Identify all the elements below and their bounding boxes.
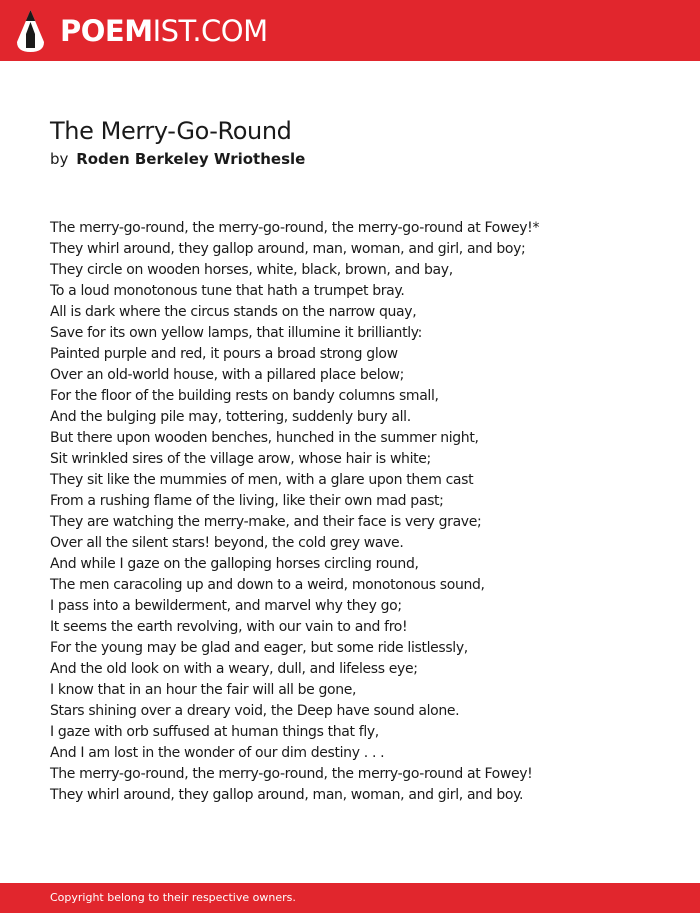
poem-line: It seems the earth revolving, with our vain to and fro! <box>50 619 408 635</box>
poem-line: And the bulging pile may, tottering, suddenly bury all. <box>50 409 411 425</box>
poem-line: The merry-go-round, the merry-go-round, the merry-go-round at Fowey! <box>50 766 533 782</box>
poem-line: They are watching the merry-make, and their face is very grave; <box>50 514 482 530</box>
site-footer <box>0 883 700 913</box>
poem-line: All is dark where the circus stands on the narrow quay, <box>50 304 417 320</box>
poem-author[interactable]: Roden Berkeley Wriothesle <box>76 150 306 168</box>
poem-line: The merry-go-round, the merry-go-round, the merry-go-round at Fowey!* <box>50 220 540 236</box>
poem-byline <box>50 149 305 169</box>
poem-line: Sit wrinkled sires of the village arow, whose hair is white; <box>50 451 431 467</box>
poem-title: The Merry-Go-Round <box>50 117 292 145</box>
poem-line: They whirl around, they gallop around, man, woman, and girl, and boy; <box>50 241 526 257</box>
logo-wordmark-bold: POEM <box>60 14 153 48</box>
poem-line: And the old look on with a weary, dull, and lifeless eye; <box>50 661 418 677</box>
poem-line: Stars shining over a dreary void, the Deep have sound alone. <box>50 703 460 719</box>
poem-line: They sit like the mummies of men, with a glare upon them cast <box>50 472 474 488</box>
poem-body <box>50 218 670 806</box>
poem-line: Painted purple and red, it pours a broad strong glow <box>50 346 398 362</box>
site-header <box>0 0 700 61</box>
poem-line: For the young may be glad and eager, but some ride listlessly, <box>50 640 468 656</box>
pencil-tip-icon <box>17 10 44 52</box>
poem-line: To a loud monotonous tune that hath a trumpet bray. <box>50 283 405 299</box>
poem-line: They circle on wooden horses, white, black, brown, and bay, <box>50 262 453 278</box>
poem-line: And while I gaze on the galloping horses circling round, <box>50 556 419 572</box>
poem-line: But there upon wooden benches, hunched in the summer night, <box>50 430 479 446</box>
copyright-notice: Copyright belong to their respective owners. <box>50 891 296 904</box>
poem-line: From a rushing flame of the living, like their own mad past; <box>50 493 444 509</box>
poem-line: For the floor of the building rests on bandy columns small, <box>50 388 439 404</box>
poem-line: Over an old-world house, with a pillared place below; <box>50 367 404 383</box>
by-label: by <box>50 150 69 168</box>
poem-line: I pass into a bewilderment, and marvel why they go; <box>50 598 402 614</box>
logo-wordmark <box>60 10 268 52</box>
poem-line: The men caracoling up and down to a weird, monotonous sound, <box>50 577 485 593</box>
poem-line: Over all the silent stars! beyond, the cold grey wave. <box>50 535 404 551</box>
poem-line: I know that in an hour the fair will all be gone, <box>50 682 357 698</box>
poem-line: And I am lost in the wonder of our dim destiny . . . <box>50 745 385 761</box>
poem-line: They whirl around, they gallop around, man, woman, and girl, and boy. <box>50 787 524 803</box>
logo-wordmark-light: IST.COM <box>152 14 268 48</box>
site-logo[interactable] <box>17 10 268 52</box>
poem-line: I gaze with orb suffused at human things that fly, <box>50 724 379 740</box>
poem-line: Save for its own yellow lamps, that illumine it brilliantly: <box>50 325 423 341</box>
